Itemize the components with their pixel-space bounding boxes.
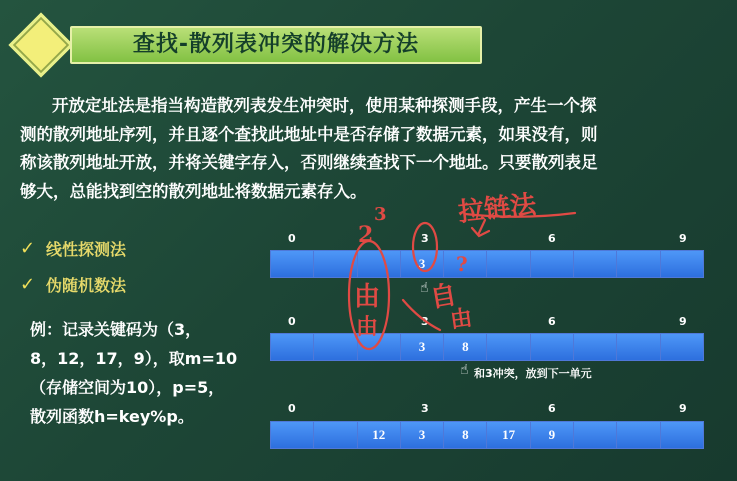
table-cell bbox=[357, 250, 401, 278]
table-cell bbox=[573, 333, 617, 361]
bullet-pseudo-random bbox=[20, 266, 126, 302]
hash-table-3 bbox=[270, 421, 704, 447]
handwriting-label: 由 bbox=[356, 314, 379, 340]
handwriting-label: 自 bbox=[428, 279, 459, 314]
table-cell bbox=[616, 421, 660, 449]
hash-table-2 bbox=[270, 333, 704, 359]
table-cell bbox=[530, 333, 574, 361]
table-cell bbox=[530, 250, 574, 278]
check-icon: ✓ bbox=[20, 273, 36, 295]
table-cell: 12 bbox=[357, 421, 401, 449]
index-label: 6 bbox=[548, 315, 556, 328]
index-row bbox=[270, 315, 704, 329]
table-cell: 8 bbox=[443, 421, 487, 449]
index-label: 0 bbox=[288, 315, 296, 328]
table-cell bbox=[313, 421, 357, 449]
bullet-label: 伪随机数法 bbox=[46, 275, 127, 295]
index-label: 9 bbox=[679, 232, 687, 245]
method-list bbox=[20, 230, 126, 302]
collision-note: 和3冲突，放到下一单元 bbox=[474, 367, 592, 380]
table-cell bbox=[660, 333, 704, 361]
handwriting-label: ? bbox=[456, 252, 468, 276]
table-cell bbox=[573, 421, 617, 449]
index-label: 9 bbox=[679, 402, 687, 415]
pointer-icon: ☝ bbox=[460, 362, 469, 378]
table-cell bbox=[313, 333, 357, 361]
hash-table-1 bbox=[270, 250, 704, 276]
table-cell: 9 bbox=[530, 421, 574, 449]
table-cell: 3 bbox=[400, 421, 444, 449]
table-cell bbox=[270, 250, 314, 278]
example-line: 散列函数h=key%p。 bbox=[30, 407, 194, 426]
index-row bbox=[270, 402, 704, 416]
table-cell bbox=[270, 421, 314, 449]
definition-paragraph bbox=[20, 92, 720, 206]
index-label: 0 bbox=[288, 402, 296, 415]
table-cell bbox=[616, 333, 660, 361]
index-label: 9 bbox=[679, 315, 687, 328]
index-label: 3 bbox=[421, 232, 429, 245]
table-cell: 17 bbox=[486, 421, 530, 449]
table-cell: 3 bbox=[400, 333, 444, 361]
table-cell bbox=[573, 250, 617, 278]
index-label: 6 bbox=[548, 402, 556, 415]
example-text bbox=[30, 315, 265, 431]
table-cell bbox=[313, 250, 357, 278]
index-label: 6 bbox=[548, 232, 556, 245]
paragraph-line: 够大，总能找到空的散列地址将数据元素存入。 bbox=[20, 181, 367, 201]
table-cell bbox=[660, 421, 704, 449]
index-label: 3 bbox=[421, 315, 429, 328]
index-row bbox=[270, 232, 704, 246]
check-icon: ✓ bbox=[20, 237, 36, 259]
table-cell bbox=[486, 333, 530, 361]
title-bar bbox=[0, 8, 737, 70]
handwriting-label: 拉链法 bbox=[456, 189, 538, 228]
table-cell bbox=[616, 250, 660, 278]
example-line: 8，12，17，9），取m=10 bbox=[30, 349, 238, 368]
index-label: 3 bbox=[421, 402, 429, 415]
bullet-label: 线性探测法 bbox=[46, 239, 127, 259]
paragraph-line: 称该散列地址开放，并将关键字存入，否则继续查找下一个地址。只要散列表足 bbox=[20, 153, 598, 172]
table-cell bbox=[270, 333, 314, 361]
slide-title: 查找-散列表冲突的解决方法 bbox=[70, 26, 482, 64]
handwriting-label: 由 bbox=[448, 304, 474, 334]
example-line: （存储空间为10），p=5， bbox=[30, 378, 225, 397]
table-cell bbox=[660, 250, 704, 278]
pointer-icon: ☝ bbox=[420, 280, 429, 296]
table-cell: 3 bbox=[400, 250, 444, 278]
handwriting-label: 由 bbox=[354, 282, 381, 312]
handwriting-label: 2 bbox=[358, 222, 374, 248]
handwriting-label: 3 bbox=[374, 204, 387, 225]
table-cell bbox=[486, 250, 530, 278]
diamond-icon bbox=[10, 14, 66, 70]
example-line: 例：记录关键码为（3， bbox=[30, 320, 202, 339]
bullet-linear-probing bbox=[20, 230, 126, 266]
index-label: 0 bbox=[288, 232, 296, 245]
table-cell: 8 bbox=[443, 333, 487, 361]
paragraph-line: 测的散列地址序列，并且逐个查找此地址中是否存储了数据元素，如果没有，则 bbox=[20, 124, 598, 144]
paragraph-line: 开放定址法是指当构造散列表发生冲突时，使用某种探测手段，产生一个探 bbox=[52, 96, 597, 115]
